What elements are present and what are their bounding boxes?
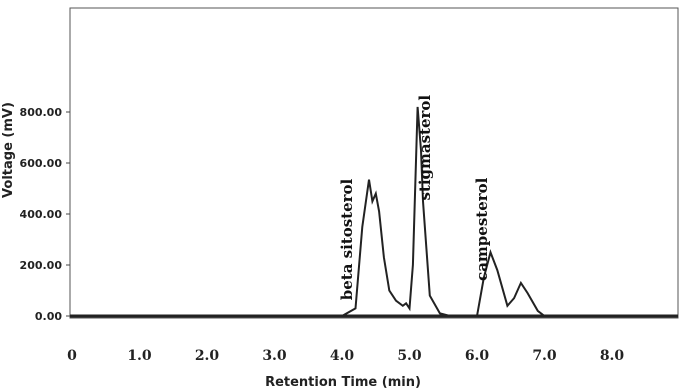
x-tick-label: 4.0: [329, 348, 355, 364]
x-tick-label: 3.0: [262, 348, 287, 364]
x-tick-label: 5.0: [397, 348, 422, 364]
y-tick-label: 200.00: [19, 259, 62, 272]
x-axis-label: Retention Time (min): [265, 375, 421, 390]
x-tick-label: 7.0: [532, 348, 557, 364]
chromatogram-trace: [342, 107, 545, 316]
x-tick-label: 6.0: [464, 348, 490, 364]
x-tick-label: 2.0: [194, 348, 220, 364]
y-tick-label: 400.00: [19, 208, 62, 221]
y-tick-label: 0.00: [34, 310, 62, 323]
x-tick-label: 1.0: [127, 348, 152, 364]
x-tick-label: 8.0: [599, 348, 625, 364]
peak-label: beta sitosterol: [338, 178, 357, 301]
y-axis-label: Voltage (mV): [1, 102, 16, 198]
plot-frame: [70, 8, 678, 318]
peak-label: campesterol: [473, 177, 492, 281]
y-tick-label: 800.00: [19, 106, 62, 119]
peak-label: stigmasterol: [415, 94, 434, 201]
y-tick-label: 600.00: [19, 157, 62, 170]
x-tick-label: 0: [67, 348, 77, 364]
